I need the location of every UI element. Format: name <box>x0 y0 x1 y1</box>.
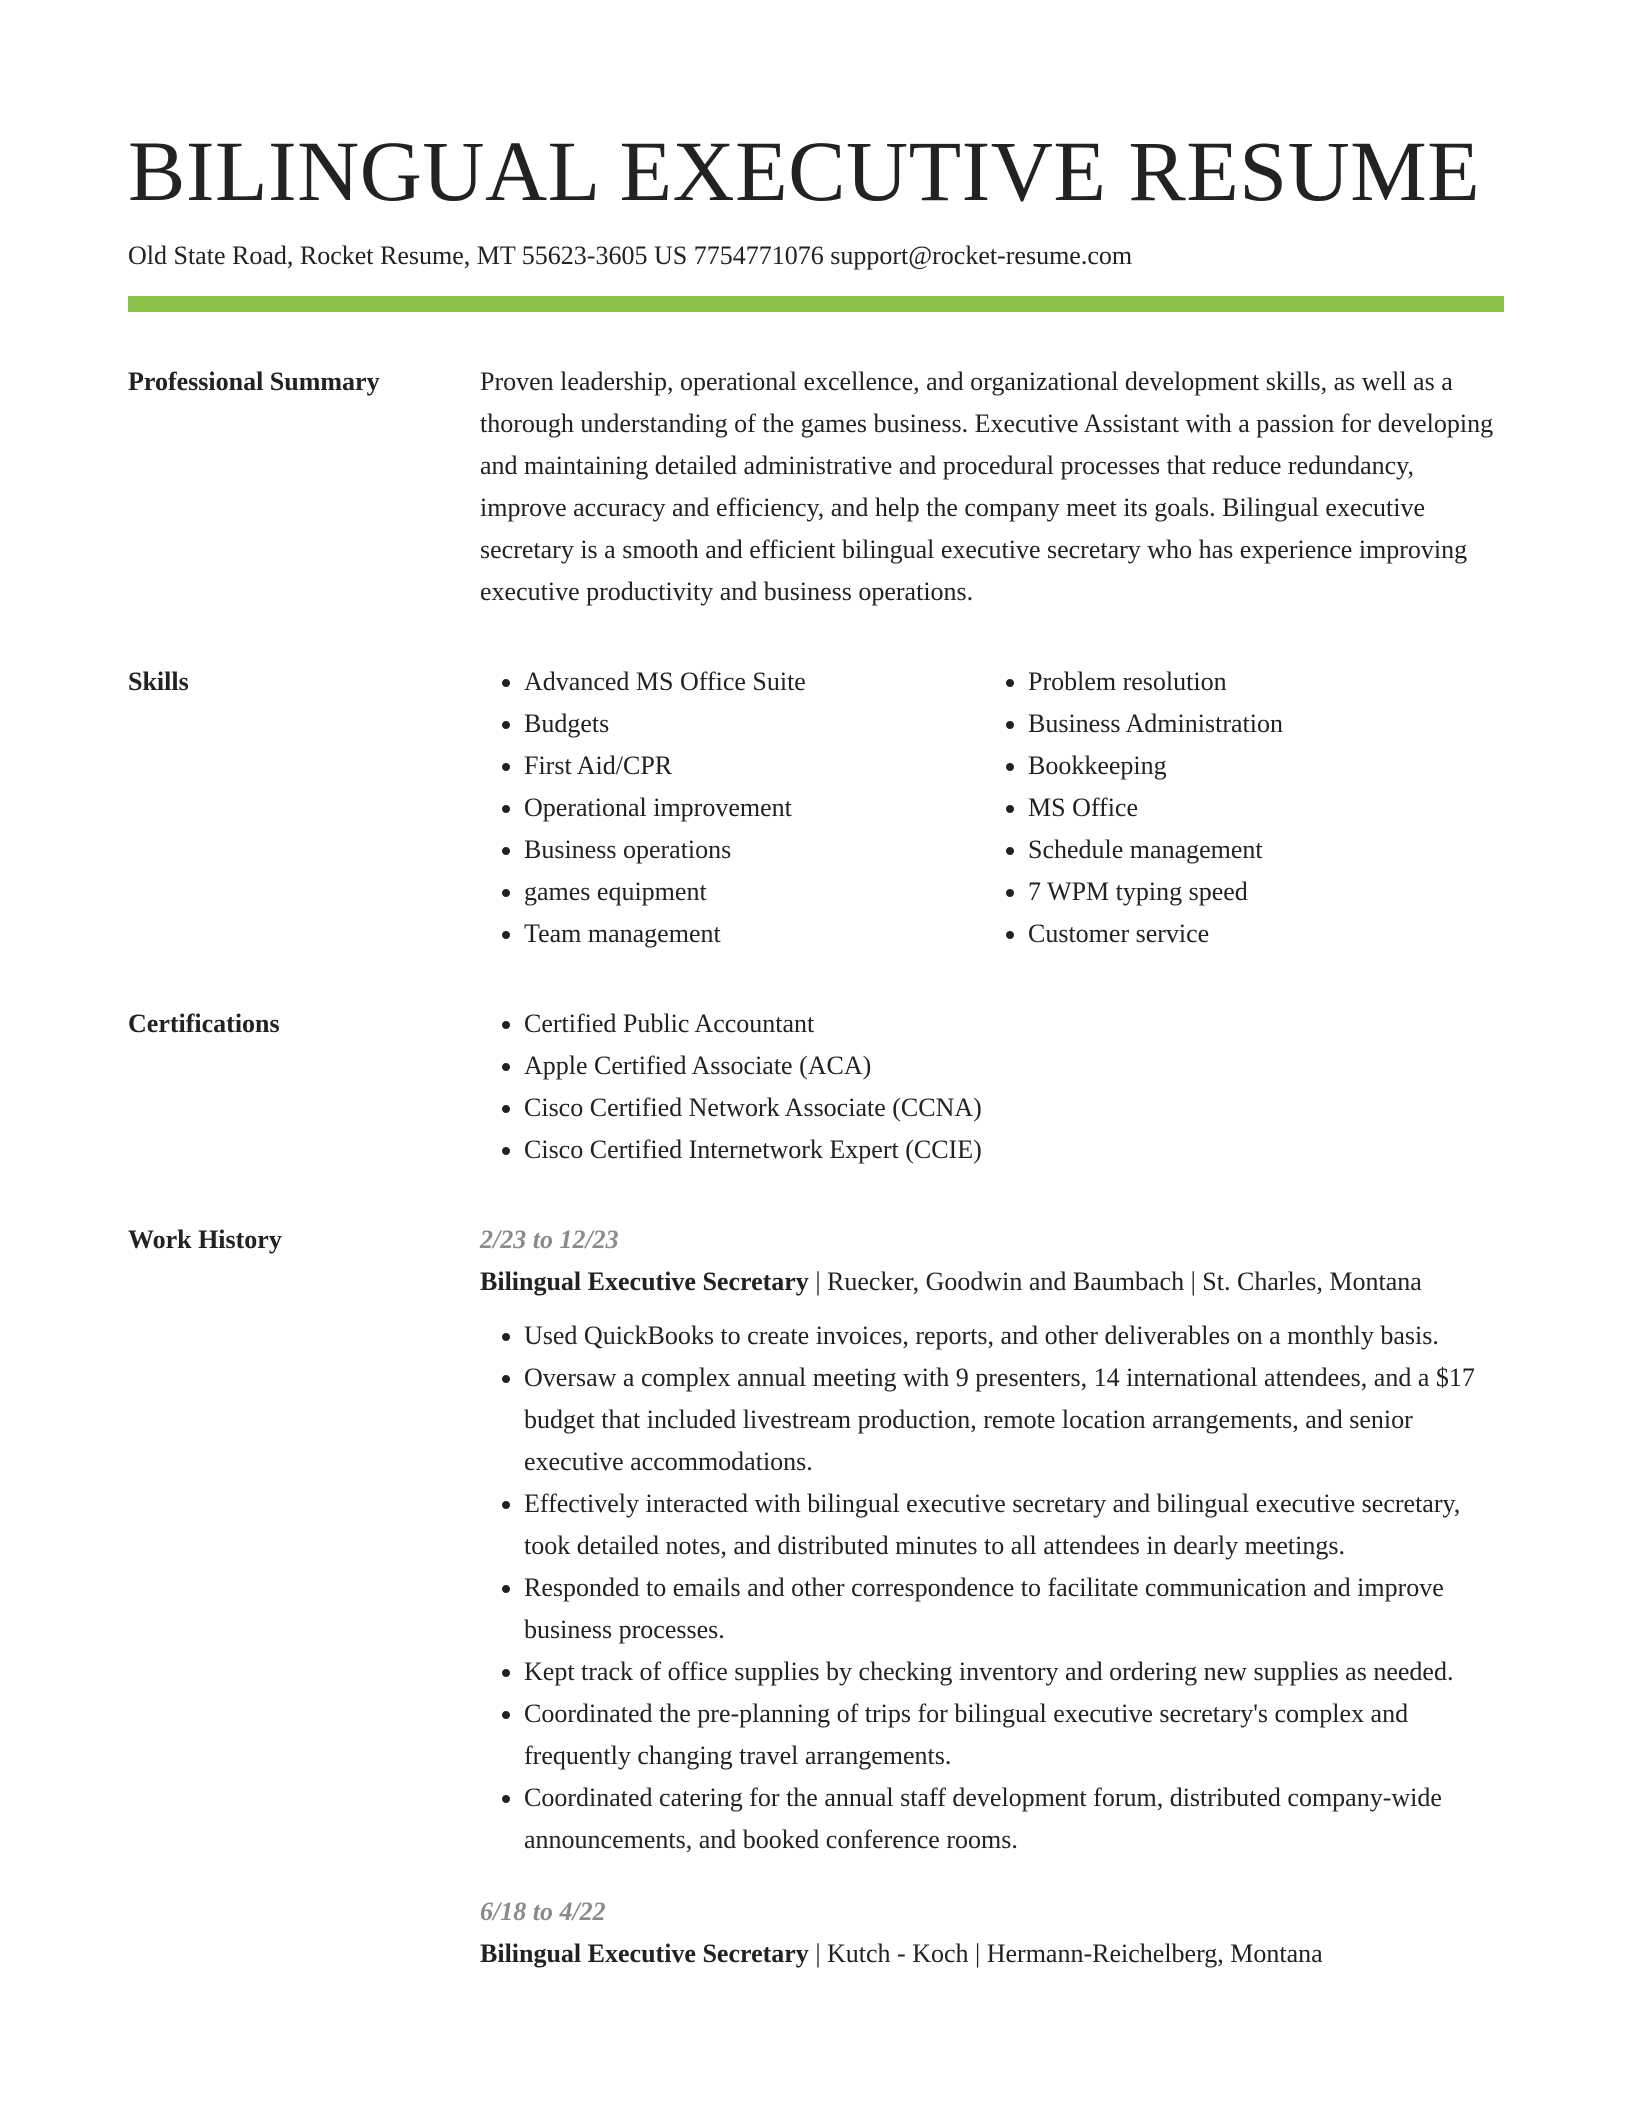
job-dates: 2/23 to 12/23 <box>480 1225 619 1254</box>
job-bullet: • Coordinated the pre-planning of trips for bilingual executive secretary's complex and frequently changing travel arrangements. <box>524 1693 1504 1777</box>
skill-item: • Schedule management <box>1028 829 1504 871</box>
summary-text: Proven leadership, operational excellence, and organizational development skills, as well as a thorough understanding of the games business. Executive Assistant with a passion for developing and maintaining detailed administrative and procedural processes that reduce redundancy, improve accuracy and efficiency, and help the company meet its goals. Bilingual executive secretary is a smooth and efficient bilingual executive secretary who has experience improving executive productivity and business operations. <box>480 367 1494 606</box>
section-body-summary <box>480 361 1504 613</box>
skill-item: • Bookkeeping <box>1028 745 1504 787</box>
job-bullet: • Kept track of office supplies by checking inventory and ordering new supplies as needed. <box>524 1651 1504 1693</box>
section-label-work: Work History <box>128 1225 282 1254</box>
skill-item: • 7 WPM typing speed <box>1028 871 1504 913</box>
job-bullet: • Used QuickBooks to create invoices, reports, and other deliverables on a monthly basis. <box>524 1315 1504 1357</box>
certification-item: • Cisco Certified Network Associate (CCNA) <box>524 1087 1504 1129</box>
work-history-section <box>128 1219 1504 2005</box>
skill-item: • Business Administration <box>1028 703 1504 745</box>
skills-list-right <box>984 661 1504 955</box>
skill-item: • First Aid/CPR <box>524 745 984 787</box>
job-bullet: • Effectively interacted with bilingual executive secretary and bilingual executive secretary, took detailed notes, and distributed minutes to all attendees in dearly meetings. <box>524 1483 1504 1567</box>
skill-item: • Team management <box>524 913 984 955</box>
skill-item: • Advanced MS Office Suite <box>524 661 984 703</box>
job-bullet: • Responded to emails and other correspondence to facilitate communication and improve business processes. <box>524 1567 1504 1651</box>
section-label-skills: Skills <box>128 667 189 696</box>
certification-item: • Cisco Certified Internetwork Expert (CCIE) <box>524 1129 1504 1171</box>
job-dates: 6/18 to 4/22 <box>480 1897 606 1926</box>
section-label-summary: Professional Summary <box>128 367 380 396</box>
job-details: | Ruecker, Goodwin and Baumbach | St. Charles, Montana <box>808 1267 1422 1296</box>
job-bullets <box>480 1315 1504 1861</box>
skill-item: • Budgets <box>524 703 984 745</box>
section-body-certifications <box>480 1003 1504 1171</box>
resume-page <box>128 0 1504 2005</box>
job-details: | Kutch - Koch | Hermann-Reichelberg, Montana <box>808 1939 1323 1968</box>
certification-item: • Certified Public Accountant <box>524 1003 1504 1045</box>
job-entry <box>480 1219 1504 1861</box>
job-heading <box>480 1261 1504 1303</box>
job-entry <box>480 1891 1504 1975</box>
skill-item: • games equipment <box>524 871 984 913</box>
accent-divider <box>128 296 1504 312</box>
certifications-list <box>480 1003 1504 1171</box>
job-title: Bilingual Executive Secretary <box>480 1267 809 1296</box>
skill-item: • Business operations <box>524 829 984 871</box>
job-bullet: • Oversaw a complex annual meeting with 9 presenters, 14 international attendees, and a $17 budget that included livestream production, remote location arrangements, and senior executive accommodations. <box>524 1357 1504 1483</box>
skill-item: • MS Office <box>1028 787 1504 829</box>
professional-summary-section <box>128 361 1504 613</box>
skills-list-left <box>480 661 984 955</box>
certification-item: • Apple Certified Associate (ACA) <box>524 1045 1504 1087</box>
section-body-skills <box>480 661 1504 955</box>
resume-title: BILINGUAL EXECUTIVE RESUME <box>128 123 1481 219</box>
section-body-work <box>480 1219 1504 2005</box>
certifications-section <box>128 1003 1504 1171</box>
skill-item: • Operational improvement <box>524 787 984 829</box>
skill-item: • Problem resolution <box>1028 661 1504 703</box>
job-bullet: • Coordinated catering for the annual staff development forum, distributed company-wide announcements, and booked conference rooms. <box>524 1777 1504 1861</box>
skill-item: • Customer service <box>1028 913 1504 955</box>
job-heading <box>480 1933 1504 1975</box>
skills-section <box>128 661 1504 955</box>
skills-columns <box>480 661 1504 955</box>
job-title: Bilingual Executive Secretary <box>480 1939 809 1968</box>
contact-line: Old State Road, Rocket Resume, MT 55623-3605 US 7754771076 support@rocket-resume.com <box>128 241 1133 270</box>
section-label-certifications: Certifications <box>128 1009 280 1038</box>
